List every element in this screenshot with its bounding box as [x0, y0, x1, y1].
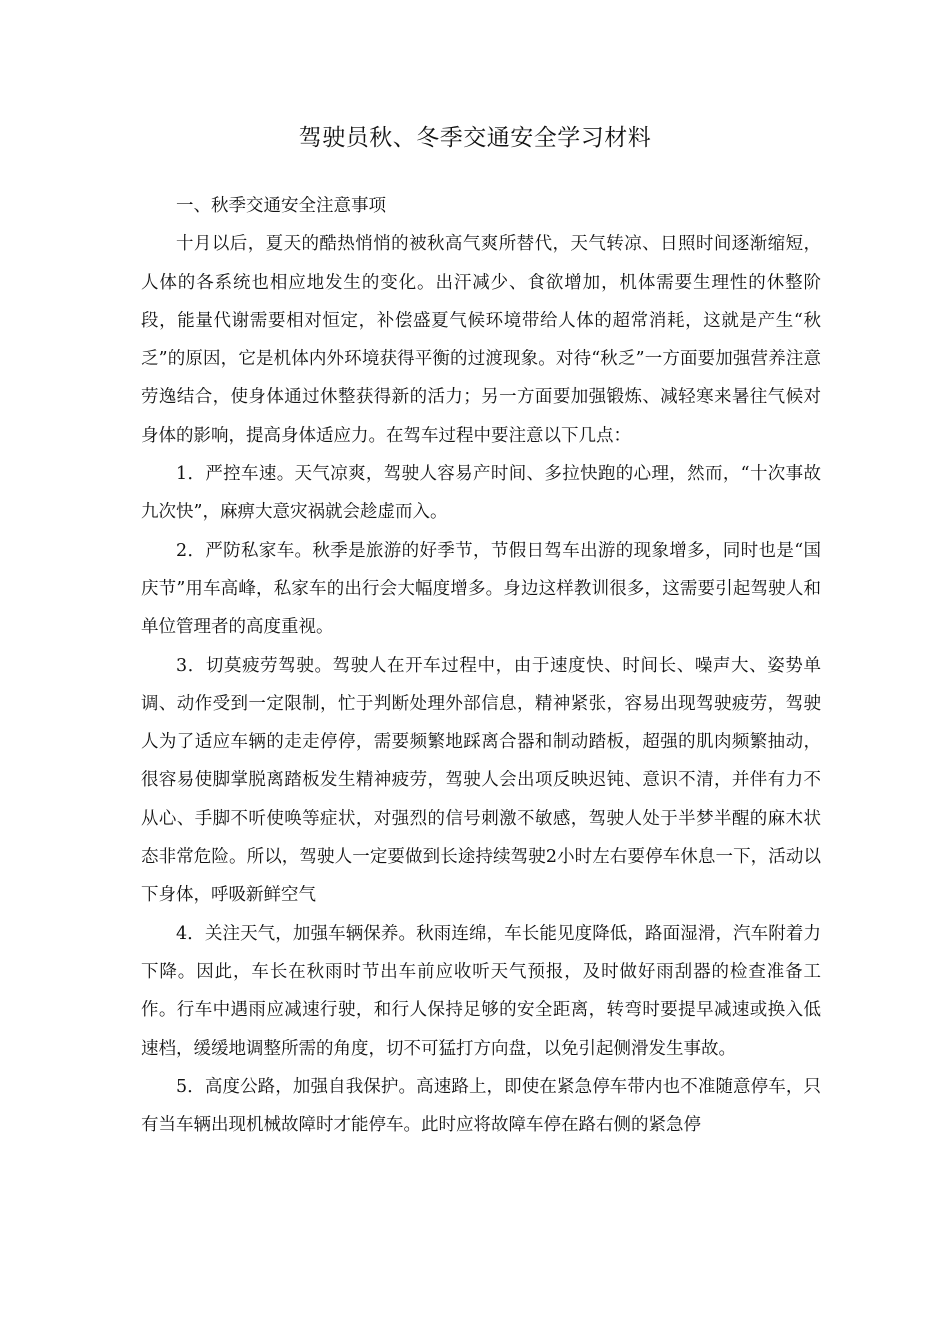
list-item-1: 1．严控车速。天气凉爽，驾驶人容易产时间、多拉快跑的心理，然而，“十次事故九次快”，麻痹大意灾祸就会趁虚而入。 [141, 464, 821, 523]
list-item-5: 5．高度公路，加强自我保护。高速路上，即使在紧急停车带内也不准随意停车，只有当车辆出现机械故障时才能停车。此时应将故障车停在路右侧的紧急停 [141, 1076, 821, 1136]
body-paragraph: 十月以后，夏天的酷热悄悄的被秋高气爽所替代，天气转凉、日照时间逐渐缩短，人体的各系统也相应地发生的变化。出汗减少、食欲增加，机体需要生理性的休整阶段，能量代谢需要相对恒定，补偿盛夏气候环境带给人体的超常消耗，这就是产生“秋乏”的原因，它是机体内外环境获得平衡的过渡现象。对待“秋乏”一方面要加强营养注意劳逸结合，使身体通过休整获得新的活力；另一方面要加强锻炼、减轻寒来暑往气候对身体的影响，提高身体适应力。在驾车过程中要注意以下几点： [141, 234, 821, 446]
list-item-3: 3．切莫疲劳驾驶。驾驶人在开车过程中，由于速度快、时间长、噪声大、姿势单调、动作受到一定限制，忙于判断处理外部信息，精神紧张，容易出现驾驶疲劳，驾驶人为了适应车辆的走走停停，需要频繁地踩离合器和制动踏板，超强的肌肉频繁抽动，很容易使脚掌脱离踏板发生精神疲劳，驾驶人会出项反映迟钝、意识不清，并伴有力不从心、手脚不听使唤等症状，对强烈的信号刺激不敏感，驾驶人处于半梦半醒的麻木状态非常危险。所以，驾驶人一定要做到长途持续驾驶2小时左右要停车休息一下，活动以下身体，呼吸新鲜空气 [141, 655, 821, 906]
list-item-2: 2．严防私家车。秋季是旅游的好季节，节假日驾车出游的现象增多，同时也是“国庆节”用车高峰，私家车的出行会大幅度增多。身边这样教训很多，这需要引起驾驶人和单位管理者的高度重视。 [141, 540, 821, 638]
document-title: 驾驶员秋、冬季交通安全学习材料 [298, 125, 652, 151]
document-body [141, 187, 821, 1144]
list-item-4: 4．关注天气，加强车辆保养。秋雨连绵，车长能见度降低，路面湿滑，汽车附着力下降。因此，车长在秋雨时节出车前应收听天气预报，及时做好雨刮器的检查准备工作。行车中遇雨应减速行驶，和行人保持足够的安全距离，转弯时要提早减速或换入低速档，缓缓地调整所需的角度，切不可猛打方向盘，以免引起侧滑发生事故。 [141, 923, 821, 1059]
section-heading: 一、秋季交通安全注意事项 [176, 196, 386, 216]
